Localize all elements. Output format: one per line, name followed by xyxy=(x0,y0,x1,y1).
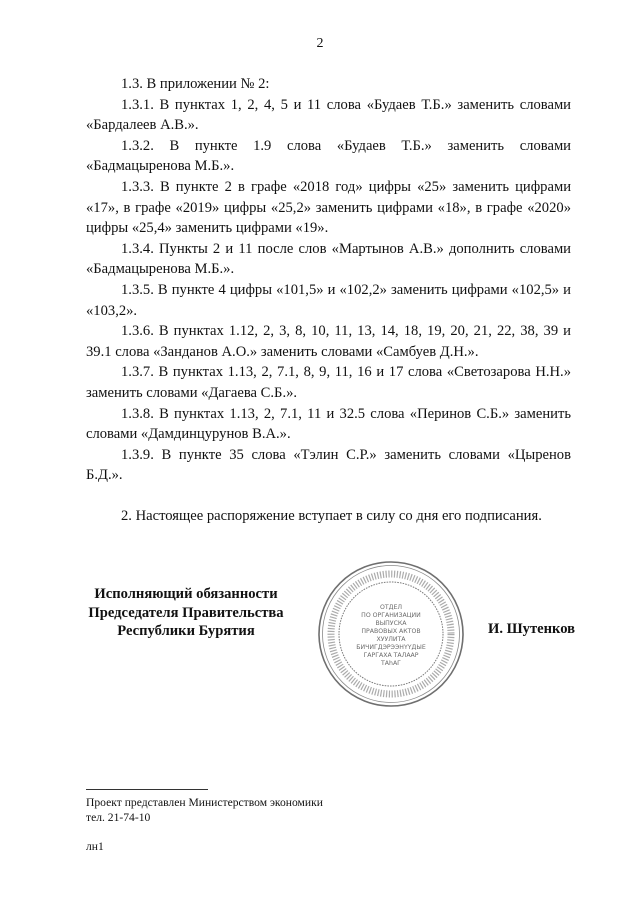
signatory-title-line: Республики Бурятия xyxy=(117,623,255,640)
paragraph-1-3-2: 1.3.2. В пункте 1.9 слова «Будаев Т.Б.» заменить словами «Бадмацыренова М.Б.». xyxy=(86,137,571,175)
paragraph-1-3-1: 1.3.1. В пунктах 1, 2, 4, 5 и 11 слова «Будаев Т.Б.» заменить словами «Бардалеев А.В.». xyxy=(86,96,571,134)
page-number: 2 xyxy=(316,36,324,51)
paragraph-2-effective: 2. Настоящее распоряжение вступает в силу со дня его подписания. xyxy=(121,507,542,524)
seal-text-line: ХУУЛИТА xyxy=(376,636,406,643)
signatory-title-line: Председателя Правительства xyxy=(88,604,284,621)
paragraph-1-3-9: 1.3.9. В пункте 35 слова «Тэлин С.Р.» заменить словами «Цыренов Б.Д.». xyxy=(86,446,571,484)
paragraph-1-3-8: 1.3.8. В пунктах 1.13, 2, 7.1, 11 и 32.5 слова «Перинов С.Б.» заменить словами «Дамдинцурунов В.А.». xyxy=(86,405,571,443)
paragraph-1-3-3: 1.3.3. В пункте 2 в графе «2018 год» цифры «25» заменить цифрами «17», в графе «2019» цифры «25,2» заменить цифрами «18», в графе «2020» цифры «25,4» заменить цифрами «19». xyxy=(86,178,571,237)
signatory-title xyxy=(86,585,286,641)
footnote-code: лн1 xyxy=(86,840,104,853)
document-body xyxy=(86,74,571,526)
paragraph-1-3-7: 1.3.7. В пунктах 1.13, 2, 7.1, 8, 9, 11, 16 и 17 слова «Светозарова Н.Н.» заменить словами «Дагаева С.Б.». xyxy=(86,364,571,401)
paragraph-1-3-4: 1.3.4. Пункты 2 и 11 после слов «Мартынов А.В.» дополнить словами «Бадмацыренова М.Б.». xyxy=(86,240,571,278)
signatory-title-line: Исполняющий обязанности xyxy=(94,586,278,602)
seal-center-text xyxy=(356,604,426,667)
signatory-name: И. Шутенков xyxy=(488,621,576,637)
seal-text-line: ВЫПУСКА xyxy=(375,620,407,627)
footnote-line: Проект представлен Министерством экономики xyxy=(86,796,323,809)
official-seal-stamp xyxy=(316,559,466,709)
seal-text-line: ПРАВОВЫХ АКТОВ xyxy=(361,628,421,635)
seal-text-line: ТАһАГ xyxy=(381,660,401,667)
seal-text-line: ГАРГАХА ТАЛААР xyxy=(363,652,419,659)
footnote xyxy=(86,795,323,854)
paragraph-1-3-6: 1.3.6. В пунктах 1.12, 2, 3, 8, 10, 11, 13, 14, 18, 19, 20, 21, 22, 38, 39 и 39.1 слова «Занданов А.О.» заменить словами «Самбуев Д.Н.». xyxy=(86,323,571,360)
paragraph-1-3-5: 1.3.5. В пункте 4 цифры «101,5» и «102,2» заменить цифрами «102,5» и «103,2». xyxy=(86,281,571,319)
footnote-divider xyxy=(86,789,208,790)
seal-text-line: БИЧИГДЭРЭЭНҮҮДЫЕ xyxy=(356,644,426,651)
footnote-line: тел. 21-74-10 xyxy=(86,811,151,824)
seal-text-line: ОТДЕЛ xyxy=(379,604,403,611)
seal-text-line: ПО ОРГАНИЗАЦИИ xyxy=(361,612,421,619)
paragraph-1-3: 1.3. В приложении № 2: xyxy=(121,76,270,92)
